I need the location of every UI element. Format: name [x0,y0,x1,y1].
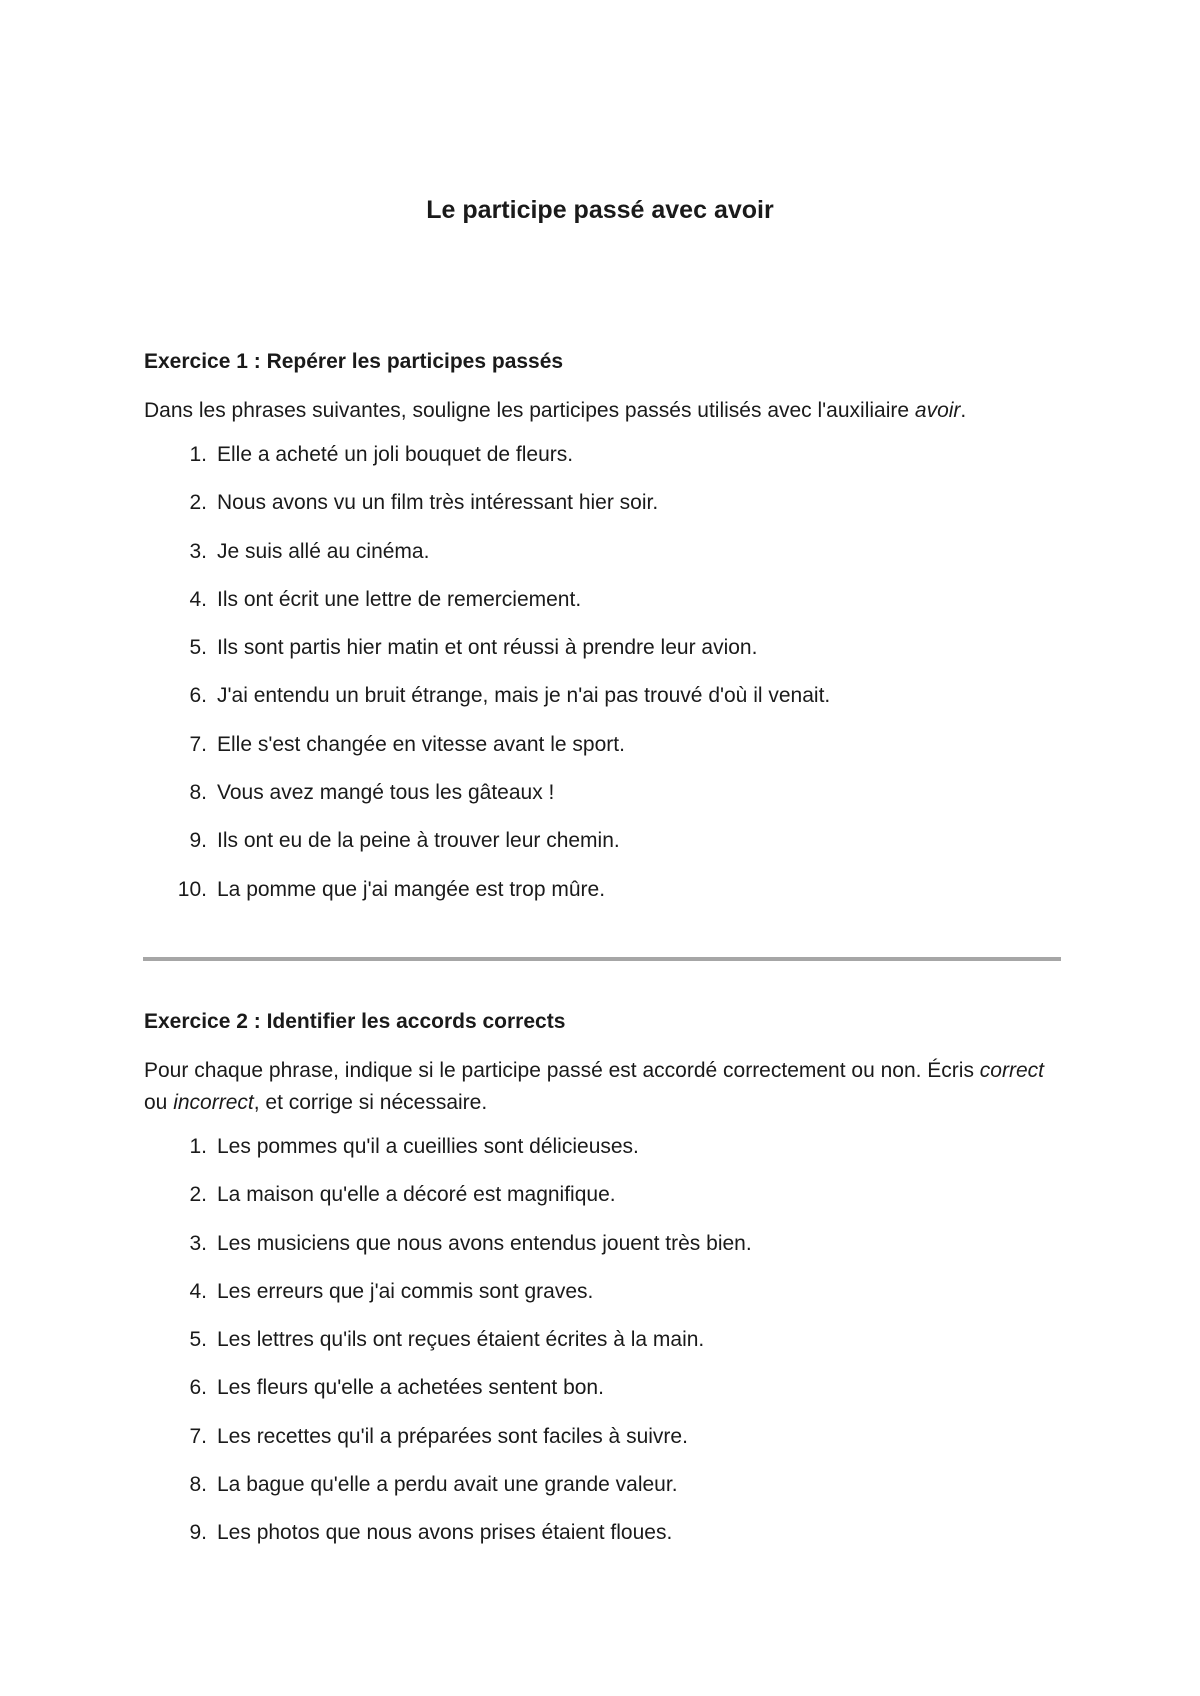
instructions-emphasis: avoir [914,399,961,422]
list-item [144,1324,1064,1372]
item-number: 9. [189,1521,207,1545]
list-item [144,439,1064,487]
item-text: Les erreurs que j'ai commis sont graves. [217,1279,594,1303]
item-text: Ils sont partis hier matin et ont réussi à prendre leur avion. [217,636,758,660]
list-item [144,1469,1064,1517]
item-number: 6. [189,684,207,708]
item-number: 1. [189,443,207,466]
item-number: 4. [189,587,207,611]
item-number: 4. [189,1279,207,1303]
item-text: La bague qu'elle a perdu avait une grande valeur. [217,1473,678,1497]
list-item [144,584,1064,632]
list-item [144,1276,1064,1324]
list-item [144,1421,1064,1469]
item-text: J'ai entendu un bruit étrange, mais je n'ai pas trouvé d'où il venait. [217,684,831,708]
exercise-2 [144,1007,1064,1566]
item-number: 5. [189,1328,207,1352]
section-divider [143,957,1061,961]
exercise-2-list [144,1131,1064,1566]
instructions-text: ou [144,1091,174,1114]
item-text: Vous avez mangé tous les gâteaux ! [217,781,555,805]
page-title: Le participe passé avec avoir [426,196,774,224]
item-number: 6. [189,1376,207,1400]
item-text: Je suis allé au cinéma. [217,539,430,563]
list-item [144,680,1064,728]
list-item [144,874,1064,922]
item-text: Elle a acheté un joli bouquet de fleurs. [217,443,574,466]
exercise-2-heading: Exercice 2 : Identifier les accords corrects [144,1010,566,1033]
exercise-1-heading: Exercice 1 : Repérer les participes passés [144,350,564,373]
exercise-1-instructions [144,395,1064,427]
list-item [144,729,1064,777]
item-text: Les pommes qu'il a cueillies sont délicieuses. [217,1135,639,1158]
item-text: La pomme que j'ai mangée est trop mûre. [217,877,606,901]
list-item [144,1228,1064,1276]
item-number: 2. [189,491,207,515]
item-number: 8. [189,781,207,805]
item-number: 2. [189,1183,207,1207]
list-item [144,536,1064,584]
list-item [144,1372,1064,1420]
item-text: La maison qu'elle a décoré est magnifique. [217,1183,616,1207]
exercise-1 [144,347,1064,922]
item-number: 10. [177,877,207,901]
list-item [144,487,1064,535]
list-item [144,825,1064,873]
exercise-1-list [144,439,1064,922]
instructions-text: Pour chaque phrase, indique si le participe passé est accordé correctement ou non. Écris [144,1059,980,1082]
item-text: Ils ont écrit une lettre de remerciement. [217,587,582,611]
item-text: Les photos que nous avons prises étaient floues. [217,1521,673,1545]
item-number: 9. [189,829,207,853]
list-item [144,777,1064,825]
item-text: Les lettres qu'ils ont reçues étaient écrites à la main. [217,1328,705,1352]
list-item [144,1131,1064,1179]
item-text: Les musiciens que nous avons entendus jouent très bien. [217,1231,752,1255]
item-text: Ils ont eu de la peine à trouver leur chemin. [217,829,620,853]
item-text: Nous avons vu un film très intéressant hier soir. [217,491,659,515]
list-item [144,1179,1064,1227]
instructions-text: , et corrige si nécessaire. [253,1091,488,1114]
instructions-text: Dans les phrases suivantes, souligne les participes passés utilisés avec l'auxiliaire [144,399,915,422]
item-number: 1. [189,1135,207,1158]
item-text: Les recettes qu'il a préparées sont faciles à suivre. [217,1424,688,1448]
list-item [144,632,1064,680]
item-number: 3. [189,539,207,563]
list-item [144,1517,1064,1565]
instructions-emphasis: incorrect [173,1091,254,1114]
item-number: 5. [189,636,207,660]
instructions-emphasis: correct [979,1059,1044,1082]
instructions-text: . [960,399,967,422]
item-number: 7. [189,732,207,756]
item-text: Elle s'est changée en vitesse avant le sport. [217,732,625,756]
item-text: Les fleurs qu'elle a achetées sentent bon. [217,1376,604,1400]
exercise-2-instructions [144,1055,1064,1119]
item-number: 3. [189,1231,207,1255]
item-number: 8. [189,1473,207,1497]
item-number: 7. [189,1424,207,1448]
